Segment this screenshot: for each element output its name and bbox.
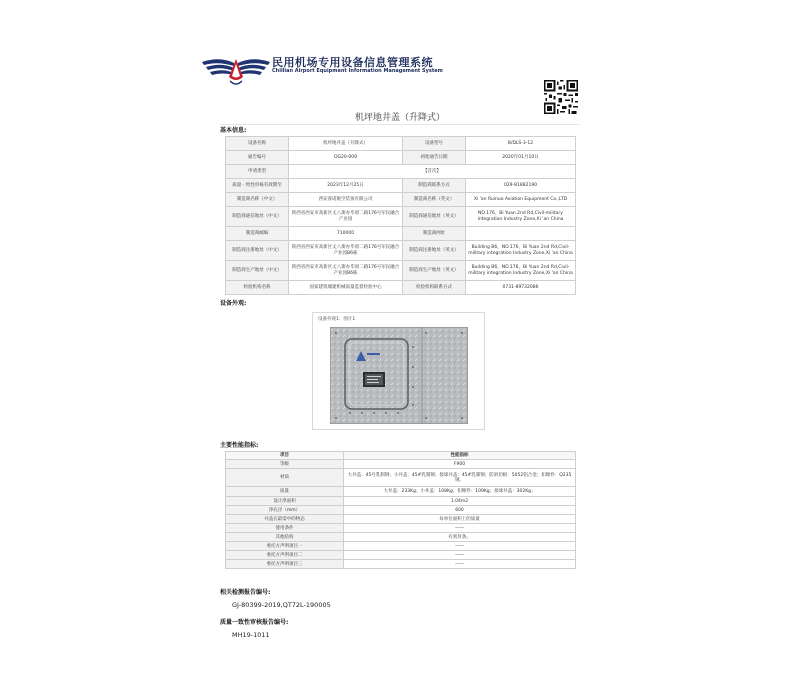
section-appearance: 设备外观: [220,300,247,307]
column-header: 性能指标 [344,452,576,460]
table-cell: 每单位面积上的质量 [344,515,576,524]
table-cell: 制造商名称（中文） [226,193,289,207]
table-row [226,497,576,506]
table-row [226,281,576,295]
table-cell: 检验机构名称 [226,281,289,295]
table-row [226,487,576,497]
manhole-cover-photo[interactable] [330,327,468,424]
table-cell: 029-81882190 [466,179,576,193]
basic-info-table [225,136,576,295]
table-cell: 材质 [226,469,344,487]
table-cell: 西安睿诺航空装备有限公司 [289,193,403,207]
table-cell: 通告编号 [226,151,289,165]
section-consistency-report: 质量一致性审核报告编号: [220,619,289,626]
table-row [226,469,576,487]
photo-caption: 设备外观1：图片1 [318,317,356,322]
table-cell: —— [344,524,576,533]
table-row [226,137,576,151]
table-cell: 制造商通信地址（中文） [226,207,289,227]
table-cell: Xi 'an Ruinuo Aviation Equipment Co.,LTD [466,193,576,207]
table-cell: OG20-009 [289,151,403,165]
table-cell: 井盖在最需中的物态 [226,515,344,524]
table-cell: 大井盖：45号乳制钢；小井盖：45#乳制钢；接球井盖：45#乳制钢；防滑切板：5052铝合金；扣爆件：Q235钢。 [344,469,576,487]
table-cell: B/DLS-3-12 [466,137,576,151]
table-cell: 2020年01月10日 [466,151,576,165]
table-cell: 设计净面积 [226,497,344,506]
table-cell: 机坪地井盖（升降式） [289,137,403,151]
table-cell: 净孔径（mm） [226,506,344,515]
table-cell: 2023年12月25日 [289,179,403,193]
system-title: 民用机场专用设备信息管理系统 [272,56,433,69]
table-cell: 委托方声明项目一 [226,542,344,551]
table-cell: 设备型号 [403,137,466,151]
table-row [226,542,576,551]
performance-table [225,451,576,569]
section-test-reports: 相关检测报告编号: [220,589,271,596]
table-cell: 制造商联系方式 [403,179,466,193]
table-cell: 陕西省西安市高新区丈八街办毕原二路176号军民融合产业园B6栋 [289,261,403,281]
table-cell: 设备名称 [226,137,289,151]
system-subtitle: Chillian Airport Equipment Information Management System [272,68,443,74]
table-cell: Building B6，NO.176，Bi Yuan 2nd Rd,Civil-military integration Industry Zone,Xi 'an China [466,261,576,281]
table-cell: 制造商网址 [403,227,466,241]
table-cell: 国家建筑城建机械质量监督检验中心 [289,281,403,295]
table-cell: —— [344,542,576,551]
table-cell: 陕西省西安市高新区丈八街办毕原二路176号军民融合产业园 [289,207,403,227]
table-cell: 制造商生产地址（中文） [226,261,289,281]
table-cell: 制造商通信地址（英文） [403,207,466,227]
table-cell: 制造商邮编 [226,227,289,241]
table-cell: 【首次】 [289,165,576,179]
table-row [226,151,576,165]
table-cell: 710000 [289,227,403,241]
test-report-numbers: GJ-80399-2019,QT72L-190005 [232,601,331,609]
table-cell: Building B6，NO.176，Bi Yuan 2nd Rd,Civil-military integration Industry Zone,Xi 'an China [466,241,576,261]
table-cell: 委托方声明项目二 [226,551,344,560]
table-row [226,533,576,542]
table-cell: NO.176，Bi Yuan 2nd Rd,Civil-military integration Industry Zone,Xi 'an China [466,207,576,227]
table-cell: 制造商生产地址（英文） [403,261,466,281]
section-performance: 主要性能指标: [220,442,259,449]
table-row [226,506,576,515]
table-cell: 制造商名称（英文） [403,193,466,207]
qr-code [544,80,578,114]
table-cell: 检验机构联系方式 [403,281,466,295]
table-cell: 申请类型 [226,165,289,179]
table-row [226,165,576,179]
table-cell: 陕西省西安市高新区丈八街办毕原二路176号军民融合产业园B6栋 [289,241,403,261]
consistency-report-number: MH19-1011 [232,631,270,639]
table-row [226,227,576,241]
table-cell: 600 [344,506,576,515]
table-cell: 质量一致性审核有效期至 [226,179,289,193]
table-header-row [226,452,576,460]
column-header: 项目 [226,452,344,460]
table-row [226,460,576,469]
table-row [226,193,576,207]
table-cell: 委托方声明项目三 [226,560,344,569]
table-cell: F900 [344,460,576,469]
section-basic-info: 基本信息: [220,127,247,134]
table-row [226,551,576,560]
document-title: 机坪地井盖（升降式） [354,113,445,123]
table-row [226,261,576,281]
table-cell: 有密封条。 [344,533,576,542]
table-row [226,560,576,569]
table-row [226,241,576,261]
table-cell: 初始通告日期 [403,151,466,165]
table-cell: —— [344,551,576,560]
table-row [226,179,576,193]
table-row [226,207,576,227]
table-cell: 其他结构 [226,533,344,542]
appearance-panel [312,312,485,430]
table-cell: 1.04m2 [344,497,576,506]
caac-logo [200,50,272,90]
table-cell: 制造商注册地址（英文） [403,241,466,261]
table-cell: 制造商注册地址（中文） [226,241,289,261]
table-cell: 质量 [226,487,344,497]
table-cell [466,227,576,241]
title-divider [220,124,580,125]
table-cell: 使用条件 [226,524,344,533]
table-row [226,524,576,533]
table-row [226,515,576,524]
table-cell: 等级 [226,460,344,469]
table-cell: 0731-89732086 [466,281,576,295]
table-cell: 大井盖：233Kg；小井盖：108Kg；扣爆件：109Kg；接球井盖：302Kg； [344,487,576,497]
table-cell: —— [344,560,576,569]
